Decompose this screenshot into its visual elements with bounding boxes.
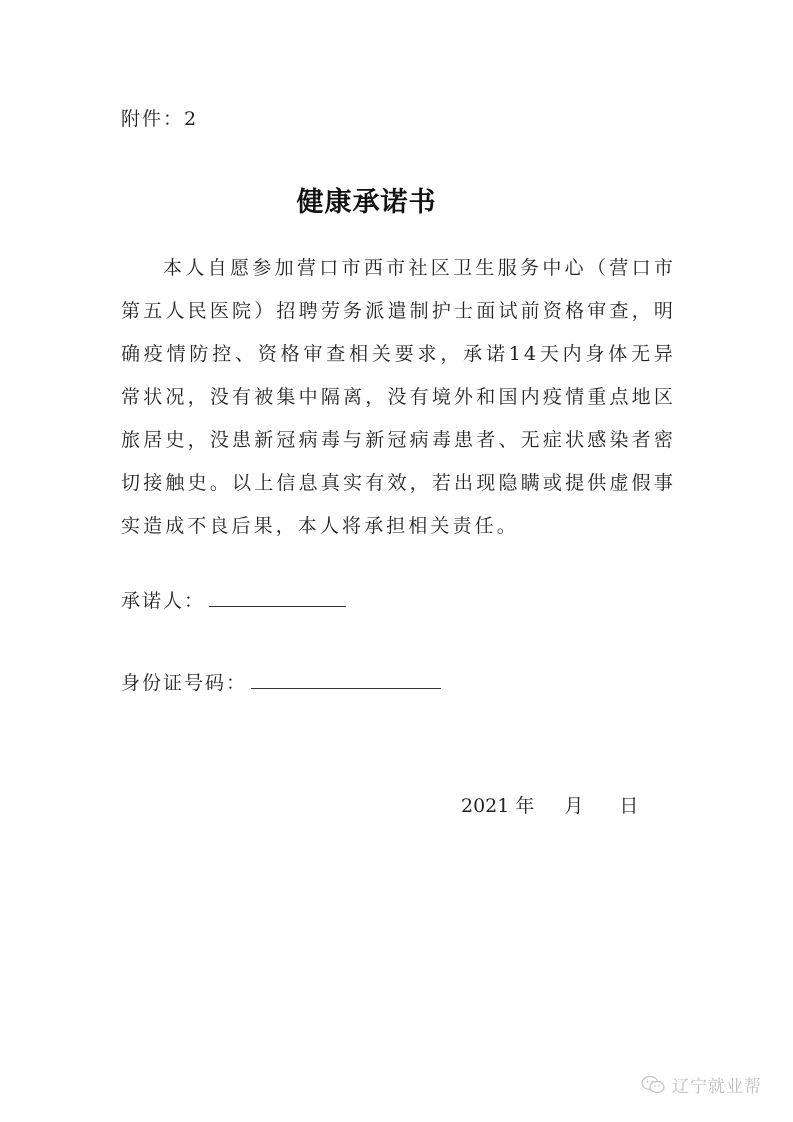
date-month-unit: 月 bbox=[564, 795, 584, 817]
date-year: 2021 bbox=[461, 795, 510, 817]
signer-label: 承诺人： bbox=[121, 590, 206, 612]
date-line bbox=[461, 791, 638, 818]
date-year-unit: 年 bbox=[515, 795, 535, 817]
attachment-label: 附件：2 bbox=[121, 108, 199, 130]
id-number-field bbox=[121, 668, 441, 695]
id-number-label: 身份证号码： bbox=[121, 672, 248, 694]
date-day-unit: 日 bbox=[619, 795, 639, 817]
commitment-body: 本人自愿参加营口市西市社区卫生服务中心（营口市第五人民医院）招聘劳务派遣制护士面试前资格审查，明确疫情防控、资格审查相关要求，承诺14天内身体无异常状况，没有被集中隔离，没有境外和国内疫情重点地区旅居史，没患新冠病毒与新冠病毒患者、无症状感染者密切接触史。以上信息真实有效，若出现隐瞒或提供虚假事实造成不良后果，本人将承担相关责任。 bbox=[121, 257, 676, 537]
signer-blank-line bbox=[209, 590, 346, 607]
id-number-blank-line bbox=[251, 672, 441, 689]
wechat-icon bbox=[640, 1075, 666, 1095]
watermark-text: 辽宁就业帮 bbox=[672, 1077, 762, 1097]
signer-field bbox=[121, 586, 346, 613]
document-title: 健康承诺书 bbox=[296, 187, 437, 218]
watermark bbox=[640, 1072, 762, 1097]
